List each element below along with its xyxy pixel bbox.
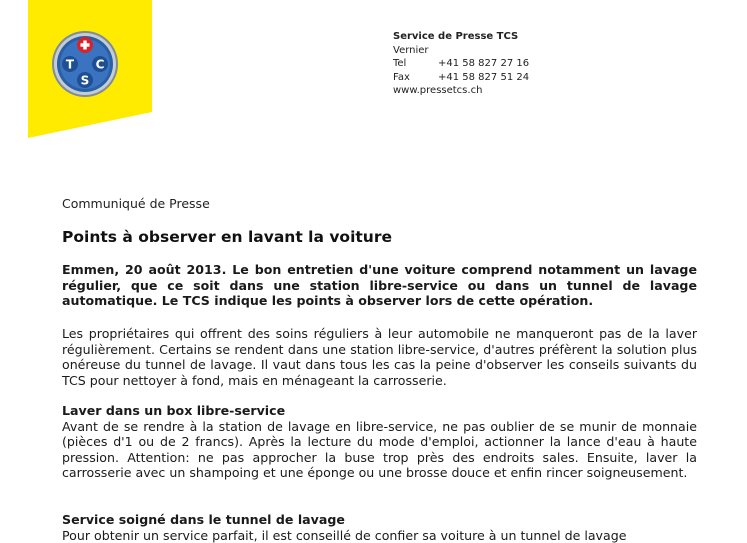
press-service-city: Vernier bbox=[393, 44, 529, 58]
document-title: Points à observer en lavant la voiture bbox=[62, 228, 392, 246]
fax-row bbox=[393, 71, 529, 85]
document-type: Communiqué de Presse bbox=[62, 196, 210, 211]
website-link[interactable]: www.pressetcs.ch bbox=[393, 84, 529, 98]
section-car-wash-tunnel bbox=[62, 512, 697, 543]
tel-label: Tel bbox=[393, 57, 438, 71]
tcs-logo[interactable] bbox=[51, 30, 119, 98]
tel-value[interactable]: +41 58 827 27 16 bbox=[438, 57, 529, 71]
press-service-title: Service de Presse TCS bbox=[393, 30, 529, 44]
logo-letter-t: T bbox=[66, 58, 75, 72]
press-contact-block bbox=[393, 30, 529, 98]
section-body: Pour obtenir un service parfait, il est conseillé de confier sa voiture à un tunnel de lavage bbox=[62, 528, 697, 543]
fax-value: +41 58 827 51 24 bbox=[438, 71, 529, 85]
lead-paragraph: Emmen, 20 août 2013. Le bon entretien d'une voiture comprend notamment un lavage régulier, que ce soit dans une station libre-service ou dans un tunnel de lavage automatique. Le TCS indique les points à observer lors de cette opération. bbox=[62, 262, 697, 309]
section-heading: Laver dans un box libre-service bbox=[62, 403, 697, 419]
logo-letter-c: C bbox=[96, 58, 105, 72]
tcs-logo-graphic bbox=[51, 30, 119, 98]
tel-row bbox=[393, 57, 529, 71]
logo-letter-s: S bbox=[81, 74, 90, 88]
section-heading: Service soigné dans le tunnel de lavage bbox=[62, 512, 697, 528]
body-paragraph: Les propriétaires qui offrent des soins réguliers à leur automobile ne manqueront pas de la laver régulièrement. Certains se rendent dans une station libre-service, d'autres préfèrent la solution plus onéreuse du tunnel de lavage. Il vaut dans tous les cas la peine d'observer les conseils suivants du TCS pour nettoyer à fond, mais en ménageant la carrosserie. bbox=[62, 326, 697, 388]
section-body: Avant de se rendre à la station de lavage en libre-service, ne pas oublier de se munir de monnaie (pièces d'1 ou de 2 francs). Après la lecture du mode d'emploi, actionner la lance d'eau à haute pression. Attention: ne pas approcher la buse trop près des endroits sales. Ensuite, laver la carrosserie avec un shampoing et une éponge ou une brosse douce et enfin rincer soigneusement. bbox=[62, 419, 697, 481]
section-self-service bbox=[62, 403, 697, 481]
fax-label: Fax bbox=[393, 71, 438, 85]
